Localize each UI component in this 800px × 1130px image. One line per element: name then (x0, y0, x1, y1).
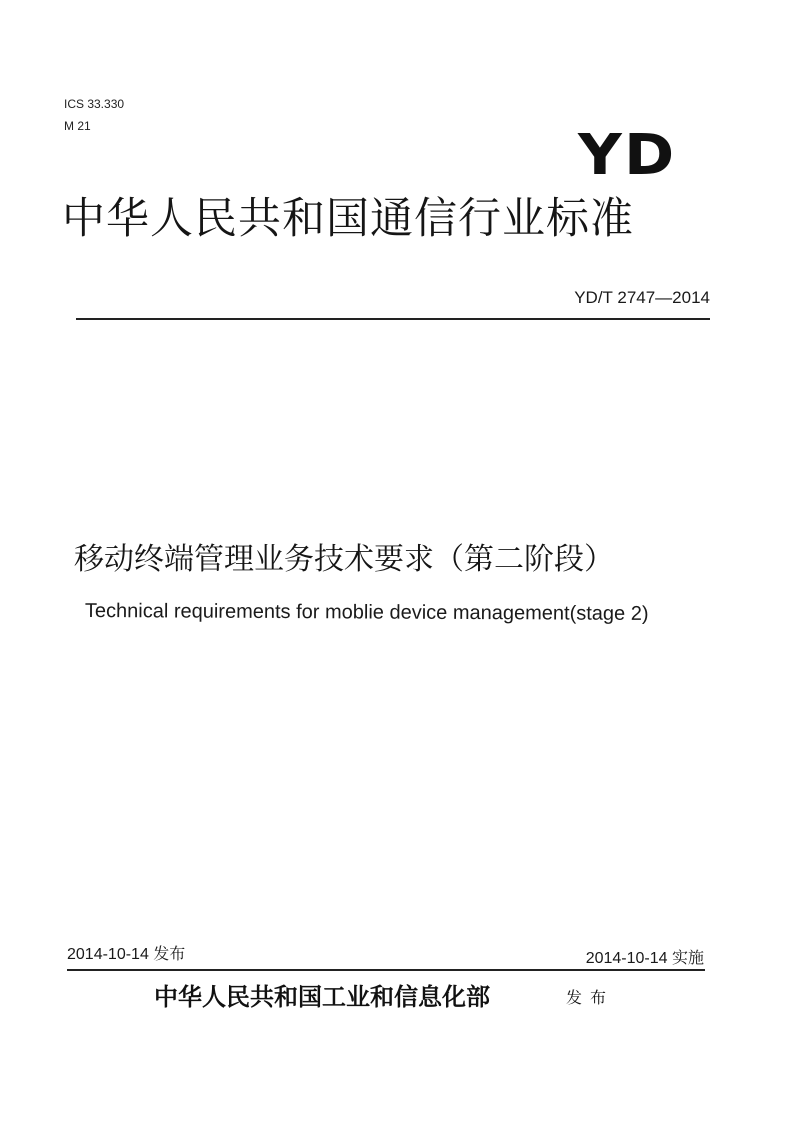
footer-divider (67, 969, 705, 971)
issuer-action: 发布 (566, 988, 615, 1007)
standard-number: YD/T 2747—2014 (574, 288, 710, 307)
yd-logo: YD (578, 123, 677, 188)
document-title-en: Technical requirements for moblie device management(stage 2) (84, 600, 649, 625)
category-code: M 21 (64, 119, 91, 133)
document-title-zh: 移动终端管理业务技术要求（第二阶段） (74, 542, 614, 577)
issuer: 中华人民共和国工业和信息化部 (154, 982, 490, 1011)
ics-code: ICS 33.330 (64, 97, 125, 111)
implement-date: 2014-10-14 实施 (585, 950, 704, 967)
publish-date: 2014-10-14 发布 (67, 946, 186, 963)
header-divider (76, 318, 710, 320)
standard-title: 中华人民共和国通信行业标准 (62, 194, 634, 244)
